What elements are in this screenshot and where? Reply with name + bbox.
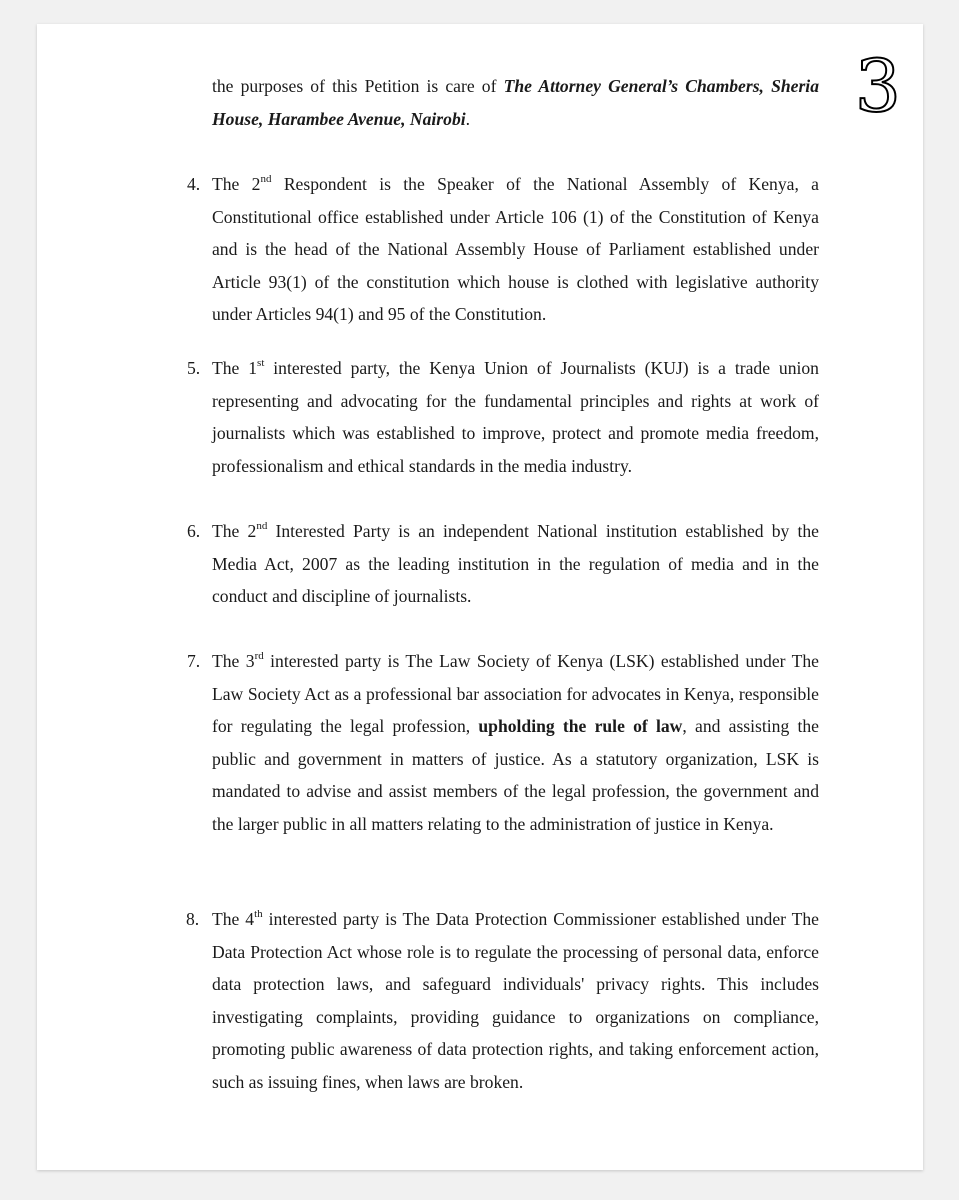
ordinal-suffix: nd: [256, 520, 268, 533]
paragraph-bold-text: upholding the rule of law: [478, 716, 683, 736]
paragraph-text-pre: The 4: [212, 909, 255, 929]
paragraph-number: 5.: [187, 358, 201, 378]
continuation-address: The Attorney General’s Chambers, Sheria House, Harambee Avenue, Nairobi: [212, 76, 819, 129]
paragraph-text: Respondent is the Speaker of the National Assembly of Kenya, a Constitutional office established under Article 106 (1) of the Constitution of Kenya and is the head of the National Assembly House of Parliament established under Article 93(1) of the constitution which house is clothed with legislative authority under Articles 94(1) and 95 of the Constitution.: [212, 174, 819, 324]
paragraph-text: interested party is The Law Society of Kenya (LSK) established under The Law Society Act as a professional bar association for advocates in Kenya, responsible for regulating the legal profession,: [212, 651, 819, 736]
ordinal-suffix: th: [254, 908, 263, 921]
paragraph-5: [187, 352, 819, 482]
paragraph-number: 6.: [187, 521, 201, 541]
continuation-paragraph: [212, 70, 819, 135]
paragraph-number: 8.: [186, 909, 200, 929]
paragraph-4: [187, 168, 819, 331]
paragraph-text: interested party, the Kenya Union of Journalists (KUJ) is a trade union representing and advocating for the fundamental principles and rights at work of journalists which was established to improve, protect and promote media freedom, professionalism and ethical standards in the media industry.: [212, 358, 819, 476]
paragraph-8: [186, 903, 819, 1098]
ordinal-suffix: st: [257, 357, 265, 370]
paragraph-6: [187, 515, 819, 613]
paragraph-number: 7.: [187, 651, 201, 671]
paragraph-text: Interested Party is an independent National institution established by the Media Act, 2007 as the leading institution in the regulation of media and in the conduct and discipline of journalists.: [212, 521, 819, 606]
paragraph-text-pre: The 1: [212, 358, 258, 378]
continuation-end: .: [465, 108, 471, 129]
paragraph-text-pre: The 2: [212, 174, 261, 194]
paragraph-text: , and assisting the public and government in matters of justice. As a statutory organization, LSK is mandated to advise and assist members of the legal profession, the government and the larger public in all matters relating to the administration of justice in Kenya.: [212, 716, 819, 834]
paragraph-text-pre: The 3: [212, 651, 255, 671]
paragraph-text: interested party is The Data Protection Commissioner established under The Data Protection Act whose role is to regulate the processing of personal data, enforce data protection laws, and safeguard individuals' privacy rights. This includes investigating complaints, providing guidance to organizations on compliance, promoting public awareness of data protection rights, and taking enforcement action, such as issuing fines, when laws are broken.: [212, 909, 819, 1092]
page-number: 3: [855, 44, 901, 128]
ordinal-suffix: nd: [260, 173, 272, 186]
paragraph-number: 4.: [187, 174, 201, 194]
paragraph-text-pre: The 2: [212, 521, 257, 541]
ordinal-suffix: rd: [254, 650, 264, 663]
continuation-text: the purposes of this Petition is care of: [212, 76, 497, 96]
paragraph-7: [187, 645, 819, 840]
